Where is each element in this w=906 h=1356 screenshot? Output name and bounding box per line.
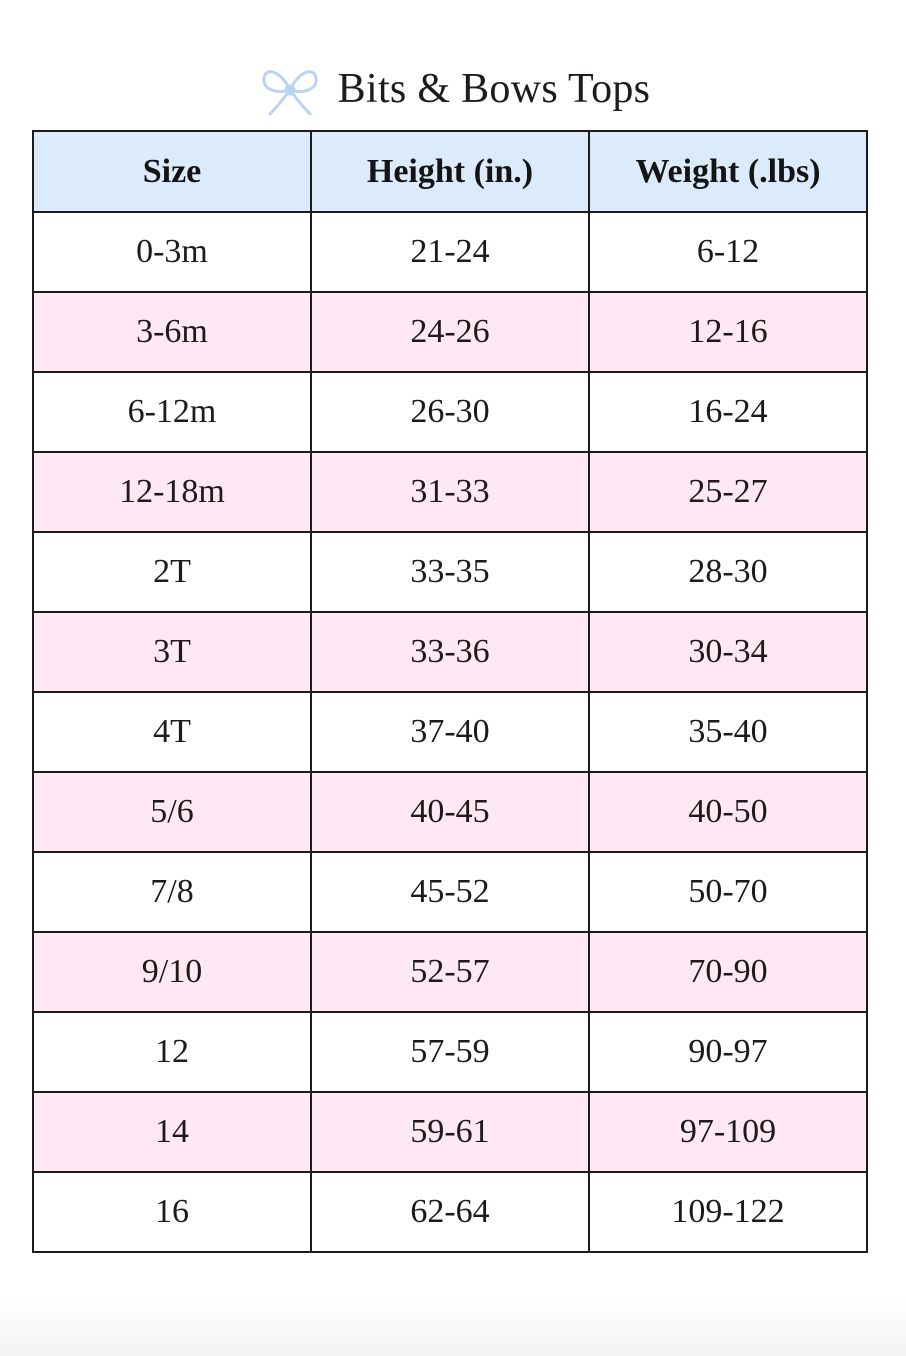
table-row bbox=[33, 372, 867, 452]
cell-height: 33-36 bbox=[311, 612, 589, 692]
chart-title-bar bbox=[0, 58, 906, 120]
cell-height: 21-24 bbox=[311, 212, 589, 292]
header-height: Height (in.) bbox=[311, 131, 589, 212]
cell-weight: 35-40 bbox=[589, 692, 867, 772]
header-weight: Weight (.lbs) bbox=[589, 131, 867, 212]
cell-height: 57-59 bbox=[311, 1012, 589, 1092]
cell-size: 7/8 bbox=[33, 852, 311, 932]
cell-height: 24-26 bbox=[311, 292, 589, 372]
cell-size: 9/10 bbox=[33, 932, 311, 1012]
bow-logo-icon bbox=[256, 60, 324, 120]
cell-height: 37-40 bbox=[311, 692, 589, 772]
cell-weight: 6-12 bbox=[589, 212, 867, 292]
header-size: Size bbox=[33, 131, 311, 212]
cell-size: 12 bbox=[33, 1012, 311, 1092]
cell-size: 16 bbox=[33, 1172, 311, 1252]
cell-weight: 30-34 bbox=[589, 612, 867, 692]
cell-height: 33-35 bbox=[311, 532, 589, 612]
cell-height: 59-61 bbox=[311, 1092, 589, 1172]
cell-height: 45-52 bbox=[311, 852, 589, 932]
cell-weight: 40-50 bbox=[589, 772, 867, 852]
table-row bbox=[33, 532, 867, 612]
cell-weight: 50-70 bbox=[589, 852, 867, 932]
cell-size: 0-3m bbox=[33, 212, 311, 292]
cell-size: 4T bbox=[33, 692, 311, 772]
bottom-fade bbox=[0, 1296, 906, 1356]
table-row bbox=[33, 212, 867, 292]
cell-height: 62-64 bbox=[311, 1172, 589, 1252]
table-row bbox=[33, 452, 867, 532]
table-row bbox=[33, 852, 867, 932]
cell-height: 26-30 bbox=[311, 372, 589, 452]
page-title: Bits & Bows Tops bbox=[337, 66, 651, 112]
cell-weight: 16-24 bbox=[589, 372, 867, 452]
cell-weight: 109-122 bbox=[589, 1172, 867, 1252]
table-row bbox=[33, 1012, 867, 1092]
cell-weight: 70-90 bbox=[589, 932, 867, 1012]
cell-size: 3T bbox=[33, 612, 311, 692]
cell-size: 5/6 bbox=[33, 772, 311, 852]
table-row bbox=[33, 772, 867, 852]
cell-height: 31-33 bbox=[311, 452, 589, 532]
cell-weight: 25-27 bbox=[589, 452, 867, 532]
cell-size: 2T bbox=[33, 532, 311, 612]
cell-weight: 97-109 bbox=[589, 1092, 867, 1172]
cell-size: 14 bbox=[33, 1092, 311, 1172]
table-row bbox=[33, 292, 867, 372]
cell-size: 3-6m bbox=[33, 292, 311, 372]
table-row bbox=[33, 1172, 867, 1252]
table-header-row bbox=[33, 131, 867, 212]
cell-weight: 90-97 bbox=[589, 1012, 867, 1092]
table-row bbox=[33, 932, 867, 1012]
cell-weight: 28-30 bbox=[589, 532, 867, 612]
cell-weight: 12-16 bbox=[589, 292, 867, 372]
cell-size: 12-18m bbox=[33, 452, 311, 532]
size-chart-table bbox=[32, 130, 868, 1253]
cell-height: 52-57 bbox=[311, 932, 589, 1012]
cell-size: 6-12m bbox=[33, 372, 311, 452]
table-row bbox=[33, 612, 867, 692]
table-row bbox=[33, 692, 867, 772]
cell-height: 40-45 bbox=[311, 772, 589, 852]
table-row bbox=[33, 1092, 867, 1172]
